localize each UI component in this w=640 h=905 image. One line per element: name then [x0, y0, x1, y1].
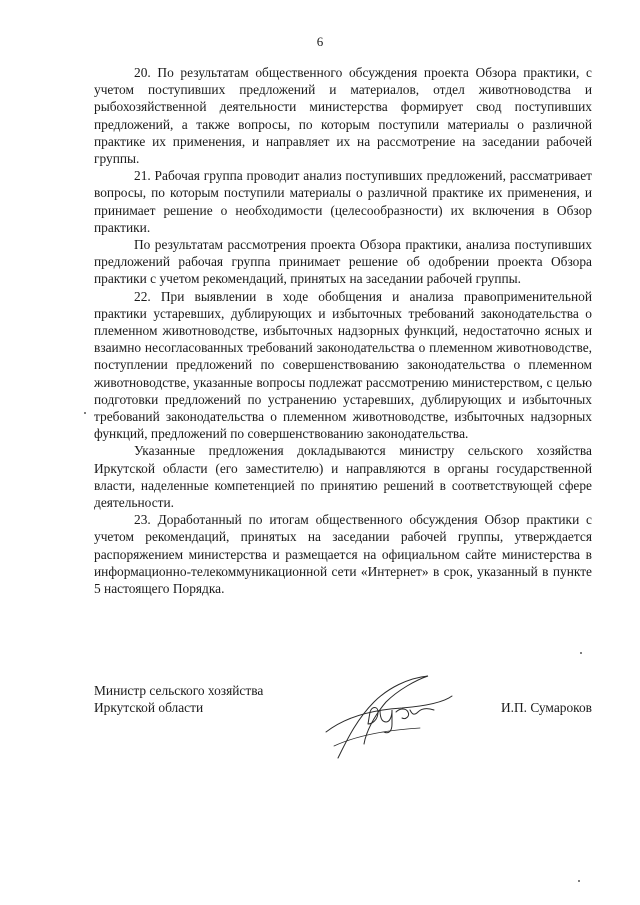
position-line-1: Министр сельского хозяйства [94, 683, 264, 698]
scan-speck [578, 880, 580, 882]
signatory-name: И.П. Сумароков [500, 700, 592, 715]
document-body [94, 64, 592, 597]
paragraph-21-decision: По результатам рассмотрения проекта Обзора практики, анализа поступивших предложений рабочая группа принимает решение об одобрении проекта Обзора практики с учетом рекомендаций, принятых на заседании рабочей группы. [94, 237, 592, 287]
scan-speck [84, 412, 86, 414]
paragraph-22-proposals: Указанные предложения докладываются министру сельского хозяйства Иркутской области (его заместителю) и направляются в органы государственной власти, наделенные компетенцией по принятию решений в соответствующей сфере деятельности. [94, 443, 592, 511]
paragraph-23: 23. Доработанный по итогам общественного обсуждения Обзор практики с учетом рекомендаций, принятых на заседании рабочей группы, утверждается распоряжением министерства и размещается на официальном сайте министерства в информационно-телекоммуникационной сети «Интернет» в срок, указанный в пункте 5 настоящего Порядка. [94, 512, 592, 597]
paragraph-21: 21. Рабочая группа проводит анализ поступивших предложений, рассматривает вопросы, по которым поступили материалы о различной практике их применения, и принимает решение о необходимости (целесообразности) их включения в Обзор практики. [94, 168, 592, 235]
signature-block [94, 682, 592, 772]
paragraph-20: 20. По результатам общественного обсуждения проекта Обзора практики, с учетом поступивших предложений и материалов, отдел животноводства и рыбохозяйственной деятельности министерства формирует свод поступивших предложений, а также вопросы, по которым поступили материалы о различной практике их применения, и направляет их на рассмотрение на заседании рабочей группы. [94, 65, 592, 167]
handwritten-signature [316, 672, 456, 762]
signatory-position [94, 682, 263, 716]
page-number: 6 [316, 34, 324, 49]
scan-speck [580, 652, 582, 654]
position-line-2: Иркутской области [94, 700, 204, 716]
paragraph-22: 22. При выявлении в ходе обобщения и анализа правоприменительной практики устаревших, дублирующих и избыточных требований законодательства о племенном животноводстве, избыточных надзорных функций, недостаточно ясных и взаимно несогласованных требований законодательства о племенном животноводстве, поступлении предложений по совершенствованию законодательства о племенном животноводстве, указанные вопросы подлежат рассмотрению министерством, с целью подготовки предложений по устранению устаревших, дублирующих и избыточных требований законодательства о племенном животноводстве, избыточных надзорных функций, предложений по совершенствованию законодательства. [94, 288, 592, 442]
